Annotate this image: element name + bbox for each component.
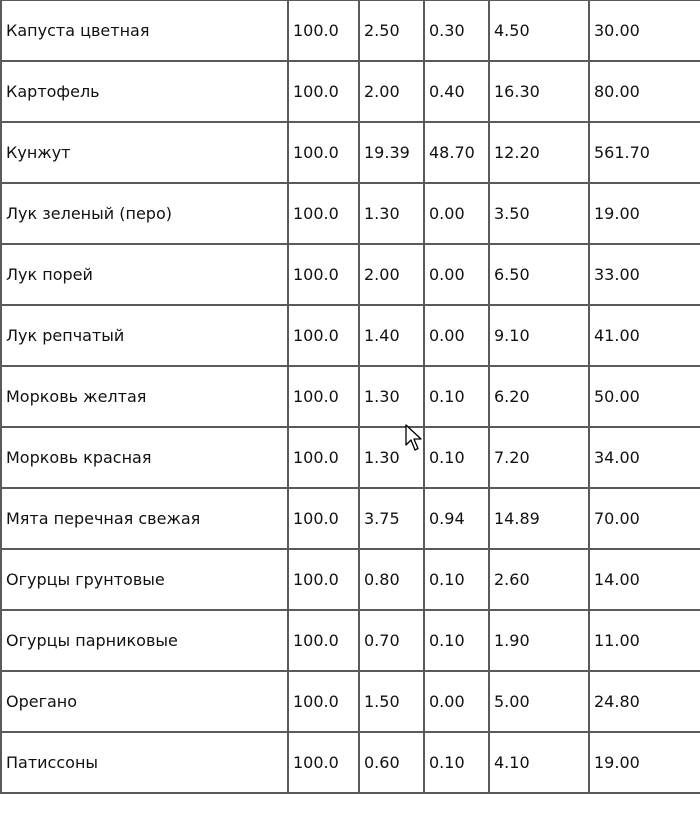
product-name-cell: Огурцы грунтовые [1,549,288,610]
weight-cell: 100.0 [288,488,359,549]
carbs-cell: 14.89 [489,488,589,549]
product-name-cell: Морковь желтая [1,366,288,427]
fat-cell: 0.10 [424,427,489,488]
carbs-cell: 1.90 [489,610,589,671]
protein-cell: 2.00 [359,61,424,122]
carbs-cell: 6.50 [489,244,589,305]
fat-cell: 0.00 [424,183,489,244]
carbs-cell: 16.30 [489,61,589,122]
table-row [1,610,700,671]
weight-cell: 100.0 [288,427,359,488]
table-row [1,0,700,61]
protein-cell: 0.70 [359,610,424,671]
weight-cell: 100.0 [288,61,359,122]
calories-cell: 34.00 [589,427,700,488]
carbs-cell: 3.50 [489,183,589,244]
protein-cell: 1.30 [359,366,424,427]
carbs-cell: 7.20 [489,427,589,488]
weight-cell: 100.0 [288,549,359,610]
weight-cell: 100.0 [288,0,359,61]
fat-cell: 0.30 [424,0,489,61]
calories-cell: 11.00 [589,610,700,671]
carbs-cell: 9.10 [489,305,589,366]
protein-cell: 1.50 [359,671,424,732]
product-name-cell: Огурцы парниковые [1,610,288,671]
carbs-cell: 12.20 [489,122,589,183]
product-name-cell: Орегано [1,671,288,732]
product-name-cell: Капуста цветная [1,0,288,61]
protein-cell: 2.50 [359,0,424,61]
weight-cell: 100.0 [288,671,359,732]
calories-cell: 80.00 [589,61,700,122]
fat-cell: 0.10 [424,732,489,793]
weight-cell: 100.0 [288,122,359,183]
weight-cell: 100.0 [288,183,359,244]
carbs-cell: 5.00 [489,671,589,732]
table-row [1,366,700,427]
table-row [1,244,700,305]
calories-cell: 561.70 [589,122,700,183]
fat-cell: 0.00 [424,305,489,366]
product-name-cell: Лук репчатый [1,305,288,366]
calories-cell: 33.00 [589,244,700,305]
protein-cell: 0.60 [359,732,424,793]
product-name-cell: Морковь красная [1,427,288,488]
table-row [1,488,700,549]
protein-cell: 1.30 [359,183,424,244]
weight-cell: 100.0 [288,732,359,793]
table-row [1,61,700,122]
protein-cell: 0.80 [359,549,424,610]
carbs-cell: 4.50 [489,0,589,61]
protein-cell: 2.00 [359,244,424,305]
table-row [1,732,700,793]
product-name-cell: Кунжут [1,122,288,183]
calories-cell: 41.00 [589,305,700,366]
weight-cell: 100.0 [288,244,359,305]
carbs-cell: 2.60 [489,549,589,610]
product-name-cell: Картофель [1,61,288,122]
protein-cell: 1.40 [359,305,424,366]
table-row [1,671,700,732]
table-row [1,549,700,610]
fat-cell: 0.00 [424,671,489,732]
carbs-cell: 4.10 [489,732,589,793]
fat-cell: 0.10 [424,610,489,671]
calories-cell: 14.00 [589,549,700,610]
calories-cell: 50.00 [589,366,700,427]
table-row [1,305,700,366]
table-row [1,183,700,244]
calories-cell: 19.00 [589,732,700,793]
weight-cell: 100.0 [288,305,359,366]
weight-cell: 100.0 [288,610,359,671]
nutrition-table-body [1,0,700,793]
product-name-cell: Лук порей [1,244,288,305]
fat-cell: 48.70 [424,122,489,183]
table-row [1,427,700,488]
weight-cell: 100.0 [288,366,359,427]
protein-cell: 1.30 [359,427,424,488]
fat-cell: 0.10 [424,549,489,610]
calories-cell: 70.00 [589,488,700,549]
product-name-cell: Патиссоны [1,732,288,793]
fat-cell: 0.00 [424,244,489,305]
calories-cell: 19.00 [589,183,700,244]
carbs-cell: 6.20 [489,366,589,427]
fat-cell: 0.10 [424,366,489,427]
fat-cell: 0.40 [424,61,489,122]
product-name-cell: Лук зеленый (перо) [1,183,288,244]
protein-cell: 19.39 [359,122,424,183]
calories-cell: 24.80 [589,671,700,732]
table-row [1,122,700,183]
fat-cell: 0.94 [424,488,489,549]
calories-cell: 30.00 [589,0,700,61]
protein-cell: 3.75 [359,488,424,549]
product-name-cell: Мята перечная свежая [1,488,288,549]
